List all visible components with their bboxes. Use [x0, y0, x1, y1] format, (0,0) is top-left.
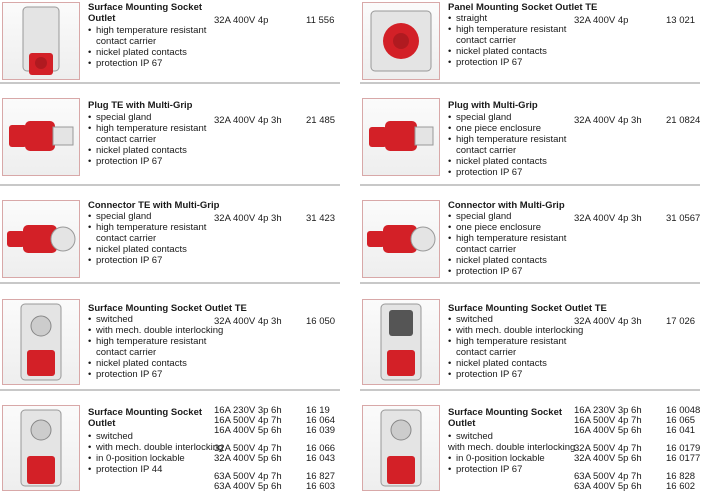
- rating-spec: 32A 400V 4p 3h: [574, 213, 642, 224]
- rating-spec: 32A 400V 4p: [574, 15, 629, 26]
- plug-icon: [362, 98, 440, 176]
- divider: [360, 184, 700, 186]
- feature-list: • special gland • high temperature resistant contact carrier • nickel plated contacts • protection IP 67: [88, 112, 228, 167]
- order-code-list: 16 19 16 064 16 039 16 066 16 043 16 827 16 603: [306, 405, 336, 492]
- switched-socket-icon: [2, 405, 80, 491]
- rating-spec: 32A 400V 4p 3h: [214, 213, 282, 224]
- connector-icon: [2, 200, 80, 278]
- socket-outlet-icon: [2, 2, 80, 80]
- divider: [0, 282, 340, 284]
- order-code: 21 0824: [666, 115, 701, 126]
- switched-socket-icon: [362, 299, 440, 385]
- connector-icon: [362, 200, 440, 278]
- divider: [360, 389, 700, 391]
- product-connector: [360, 198, 700, 284]
- order-code: 31 0567: [666, 213, 701, 224]
- order-code: 17 026: [666, 316, 696, 327]
- feature-list: • straight • high temperature resistant contact carrier • nickel plated contacts • protection IP 67: [448, 13, 588, 68]
- panel-socket-icon: [362, 2, 440, 80]
- product-title: Surface Mounting Socket Outlet TE: [448, 303, 607, 314]
- order-code: 31 423: [306, 213, 336, 224]
- feature-list: • special gland • high temperature resistant contact carrier • nickel plated contacts • protection IP 67: [88, 211, 228, 266]
- product-switched-socket-ip44: [0, 403, 340, 491]
- rating-spec: 32A 400V 4p 3h: [214, 115, 282, 126]
- order-code: 11 556: [306, 15, 335, 26]
- rating-spec-list: 16A 230V 3p 6h 16A 500V 4p 7h 16A 400V 5p 6h 32A 500V 4p 7h 32A 400V 5p 6h 63A 500V 4p 7h 63A 400V 5p 6h: [214, 405, 282, 492]
- product-title: Surface Mounting Socket Outlet: [88, 2, 203, 24]
- feature-list: • special gland • one piece enclosure • high temperature resistant contact carrier • nickel plated contacts • protection IP 67: [448, 112, 588, 178]
- divider: [360, 282, 700, 284]
- product-switched-socket-te: [0, 295, 340, 391]
- rating-spec: 32A 400V 4p: [214, 15, 269, 26]
- product-switched-socket-te: [360, 295, 700, 391]
- feature-list: • switched • with mech. double interlocking • high temperature resistant contact carrier • nickel plated contacts • protection IP 67: [88, 314, 238, 380]
- plug-icon: [2, 98, 80, 176]
- order-code: 16 050: [306, 316, 336, 327]
- divider: [0, 184, 340, 186]
- product-title: Connector with Multi-Grip: [448, 200, 565, 211]
- order-code: 13 021: [666, 15, 696, 26]
- product-panel-socket-te: [360, 0, 700, 84]
- product-title: Surface Mounting Socket Outlet: [448, 407, 563, 429]
- divider: [0, 389, 340, 391]
- switched-socket-icon: [362, 405, 440, 491]
- feature-list: • high temperature resistant contact carrier • nickel plated contacts • protection IP 67: [88, 25, 228, 69]
- divider: [0, 82, 340, 84]
- product-title: Surface Mounting Socket Outlet: [88, 407, 203, 429]
- feature-list: • switched • with mech. double interlocking • high temperature resistant contact carrier • nickel plated contacts • protection IP 67: [448, 314, 598, 380]
- feature-list: • special gland • one piece enclosure • high temperature resistant contact carrier • nickel plated contacts • protection IP 67: [448, 211, 588, 277]
- product-title: Connector TE with Multi-Grip: [88, 200, 220, 211]
- product-title: Plug with Multi-Grip: [448, 100, 538, 111]
- switched-socket-icon: [2, 299, 80, 385]
- product-plug: [360, 96, 700, 186]
- rating-spec: 32A 400V 4p 3h: [214, 316, 282, 327]
- divider: [360, 82, 700, 84]
- product-connector-te: [0, 198, 340, 284]
- product-switched-socket-ip67: [360, 403, 700, 491]
- rating-spec: 32A 400V 4p 3h: [574, 316, 642, 327]
- feature-list: • switched • with mech. double interlocking • in 0-position lockable • protection IP 44: [88, 431, 238, 475]
- feature-list: • switched with mech. double interlocking • in 0-position lockable • protection IP 67: [448, 431, 598, 475]
- rating-spec-list: 16A 230V 3p 6h 16A 500V 4p 7h 16A 400V 5p 6h 32A 500V 4p 7h 32A 400V 5p 6h 63A 500V 4p 7h 63A 400V 5p 6h: [574, 405, 642, 492]
- order-code: 21 485: [306, 115, 336, 126]
- rating-spec: 32A 400V 4p 3h: [574, 115, 642, 126]
- product-title: Plug TE with Multi-Grip: [88, 100, 193, 111]
- product-surface-socket: [0, 0, 340, 84]
- product-plug-te: [0, 96, 340, 186]
- order-code-list: 16 0048 16 065 16 041 16 0179 16 0177 16 828 16 602: [666, 405, 701, 492]
- product-title: Surface Mounting Socket Outlet TE: [88, 303, 247, 314]
- product-title: Panel Mounting Socket Outlet TE: [448, 2, 598, 13]
